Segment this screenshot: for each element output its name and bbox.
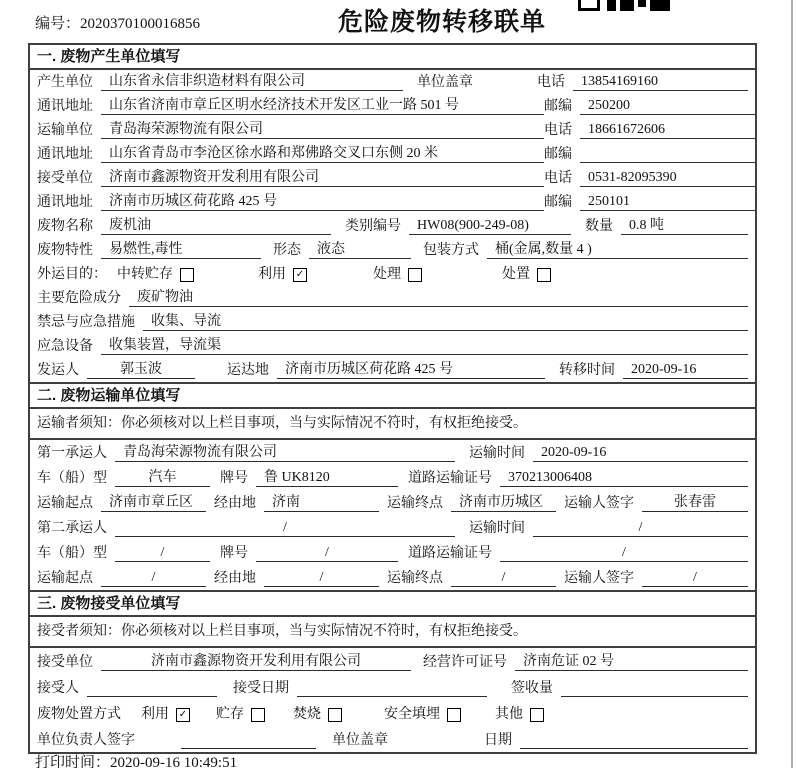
shipper-label: 发运人 <box>37 363 79 378</box>
vehicle-type-label: 车（船）型 <box>37 546 107 561</box>
qr-block <box>578 0 600 11</box>
responsible-signature-value <box>181 732 316 749</box>
treat-checkbox <box>408 268 422 282</box>
transport-unit-value: 青岛海荣源物流有限公司 <box>101 118 544 139</box>
hazard-component-row <box>30 286 755 310</box>
waste-name-value: 废机油 <box>101 214 331 235</box>
landfill-checkbox <box>447 708 461 722</box>
option-treat-label: 处理 <box>373 267 401 282</box>
transport-time-value: 2020-09-16 <box>533 445 748 462</box>
serial-number: 2020370100016856 <box>80 16 201 32</box>
serial-label: 编号： <box>35 16 81 32</box>
transporter-notice: 运输者须知：你必须核对以上栏目事项，当与实际情况不符时，有权拒绝接受。 <box>30 409 755 440</box>
via-label: 经由地 <box>214 571 256 586</box>
dispose-checkbox <box>537 268 551 282</box>
route-start-value: 济南市章丘区 <box>101 491 206 512</box>
receive-unit-value: 济南市鑫源物资开发利用有限公司 <box>101 166 544 187</box>
taboo-measures-value: 收集、导流 <box>143 310 748 331</box>
qr-code-fragment <box>578 0 670 11</box>
zip-label: 邮编 <box>544 147 572 162</box>
category-code-label: 类别编号 <box>345 219 401 234</box>
via-label: 经由地 <box>214 496 256 511</box>
via2-value: / <box>264 570 379 587</box>
emergency-equipment-row <box>30 334 755 358</box>
second-carrier-value: / <box>115 520 455 537</box>
shipper-value: 郭玉波 <box>87 358 195 379</box>
print-time-label: 打印时间： <box>35 755 111 768</box>
store-checkbox <box>251 708 265 722</box>
via-value: 济南 <box>264 491 379 512</box>
receive-unit-label: 接受单位 <box>37 171 93 186</box>
transfer-time-value: 2020-09-16 <box>623 362 748 379</box>
vehicle2-row <box>30 540 755 565</box>
transport-unit-row <box>30 118 755 142</box>
produce-address-value: 山东省济南市章丘区明水经济技术开发区工业一路 501 号 <box>101 94 544 115</box>
route-end-label: 运输终点 <box>387 496 443 511</box>
route-end-value: 济南市历城区 <box>451 491 556 512</box>
receive-address-value: 济南市历城区荷花路 425 号 <box>101 190 544 211</box>
road-permit-value: 370213006408 <box>500 470 748 487</box>
route1-row <box>30 490 755 515</box>
license-label: 经营许可证号 <box>423 655 507 670</box>
unit-stamp-label: 单位盖章 <box>417 75 473 90</box>
print-time-value: 2020-09-16 10:49:51 <box>110 755 238 768</box>
vehicle-type-value: 汽车 <box>115 466 210 487</box>
produce-phone-value: 13854169160 <box>573 74 748 91</box>
option-incinerate-label: 焚烧 <box>293 707 321 722</box>
category-code-value: HW08(900-249-08) <box>409 218 571 235</box>
transfer-time-label: 转移时间 <box>559 363 615 378</box>
utilize-checkbox: ✓ <box>293 268 307 282</box>
second-carrier-row <box>30 515 755 540</box>
receive-unit-row <box>30 166 755 190</box>
disposal-method-row <box>30 700 755 726</box>
waste-property-value: 易燃性,毒性 <box>101 238 261 259</box>
transport-time-label: 运输时间 <box>469 521 525 536</box>
produce-zip-value: 250200 <box>580 98 755 115</box>
option-store-label: 贮存 <box>216 707 244 722</box>
form-state-value: 液态 <box>309 238 411 259</box>
plate-label: 牌号 <box>220 471 248 486</box>
zip-label: 邮编 <box>544 195 572 210</box>
hazard-component-value: 废矿物油 <box>129 286 748 307</box>
transport-unit-label: 运输单位 <box>37 123 93 138</box>
carrier-signature-value: 张春雷 <box>642 491 748 512</box>
option-transfer-storage-label: 中转贮存 <box>117 267 173 282</box>
produce-unit-row <box>30 70 755 94</box>
address-label: 通讯地址 <box>37 99 93 114</box>
route-start-label: 运输起点 <box>37 571 93 586</box>
section1-header: 一. 废物产生单位填写 <box>30 45 755 70</box>
option-utilize-label: 利用 <box>141 707 169 722</box>
plate-label: 牌号 <box>220 546 248 561</box>
vehicle-type2-value: / <box>115 545 210 562</box>
receive-phone-value: 0531-82095390 <box>580 170 755 187</box>
first-carrier-row <box>30 440 755 465</box>
receiver-unit-label: 接受单位 <box>37 655 93 670</box>
plate2-value: / <box>256 545 398 562</box>
date-value <box>520 732 748 749</box>
emergency-equipment-value: 收集装置，导流渠 <box>101 334 748 355</box>
transfer-storage-checkbox <box>180 268 194 282</box>
receiver-person-label: 接受人 <box>37 681 79 696</box>
responsible-signature-row <box>30 726 755 752</box>
produce-unit-label: 产生单位 <box>37 75 93 90</box>
option-landfill-label: 安全填埋 <box>384 707 440 722</box>
road-permit-label: 道路运输证号 <box>408 546 492 561</box>
qr-block <box>607 0 616 11</box>
route-start-label: 运输起点 <box>37 496 93 511</box>
packaging-value: 桶(金属,数量 4 ) <box>487 238 748 259</box>
section2-header: 二. 废物运输单位填写 <box>30 382 755 409</box>
received-quantity-value <box>561 680 748 697</box>
utilize-checkbox: ✓ <box>176 708 190 722</box>
road-permit-label: 道路运输证号 <box>408 471 492 486</box>
waste-name-row <box>30 214 755 238</box>
phone-label: 电话 <box>537 75 565 90</box>
waste-property-row <box>30 238 755 262</box>
taboo-measures-row <box>30 310 755 334</box>
qr-block <box>638 0 646 7</box>
transport-phone-value: 18661672606 <box>580 122 755 139</box>
second-carrier-label: 第二承运人 <box>37 521 107 536</box>
address-label: 通讯地址 <box>37 195 93 210</box>
transport-zip-value <box>580 146 755 163</box>
route2-row <box>30 565 755 590</box>
unit-stamp-label: 单位盖章 <box>332 733 388 748</box>
phone-label: 电话 <box>544 171 572 186</box>
transport-time-label: 运输时间 <box>469 446 525 461</box>
section2-body <box>30 440 755 590</box>
destination-label: 运达地 <box>227 363 269 378</box>
option-other-label: 其他 <box>495 707 523 722</box>
page-title: 危险废物转移联单 <box>337 8 546 36</box>
option-utilize-label: 利用 <box>258 267 286 282</box>
receiver-unit-value: 济南市鑫源物资开发利用有限公司 <box>101 650 411 671</box>
section3-body <box>30 648 755 752</box>
vehicle1-row <box>30 465 755 490</box>
disposal-method-label: 废物处置方式 <box>37 707 121 722</box>
packaging-label: 包装方式 <box>423 243 479 258</box>
first-carrier-label: 第一承运人 <box>37 446 107 461</box>
qr-block <box>650 0 670 11</box>
carrier-signature-label: 运输人签字 <box>564 496 634 511</box>
carrier-signature2-value: / <box>642 570 748 587</box>
other-checkbox <box>530 708 544 722</box>
receiver-notice: 接受者须知：你必须核对以上栏目事项，当与实际情况不符时，有权拒绝接受。 <box>30 617 755 648</box>
route-end2-value: / <box>451 570 556 587</box>
first-carrier-value: 青岛海荣源物流有限公司 <box>115 441 455 462</box>
section3-header: 三. 废物接受单位填写 <box>30 590 755 617</box>
vehicle-type-label: 车（船）型 <box>37 471 107 486</box>
quantity-label: 数量 <box>585 219 613 234</box>
section1-body <box>30 70 755 382</box>
quantity-value: 0.8 吨 <box>621 214 748 235</box>
license-value: 济南危证 02 号 <box>515 650 748 671</box>
receive-date-value <box>297 680 487 697</box>
waste-property-label: 废物特性 <box>37 243 93 258</box>
waste-name-label: 废物名称 <box>37 219 93 234</box>
produce-address-row <box>30 94 755 118</box>
purpose-row <box>30 262 755 286</box>
receive-address-row <box>30 190 755 214</box>
carrier-signature-label: 运输人签字 <box>564 571 634 586</box>
phone-label: 电话 <box>544 123 572 138</box>
produce-unit-value: 山东省永信非织造材料有限公司 <box>101 70 403 91</box>
address-label: 通讯地址 <box>37 147 93 162</box>
print-time-line <box>35 751 237 768</box>
shipper-row <box>30 358 755 382</box>
responsible-signature-label: 单位负责人签字 <box>37 733 135 748</box>
route-start2-value: / <box>101 570 206 587</box>
receive-date-label: 接受日期 <box>233 681 289 696</box>
transport-address-row <box>30 142 755 166</box>
purpose-label: 外运目的： <box>37 267 107 282</box>
received-quantity-label: 签收量 <box>511 681 553 696</box>
transport-time2-value: / <box>533 520 748 537</box>
receiver-person-row <box>30 674 755 700</box>
receiver-unit-row <box>30 648 755 674</box>
page-edge-divider <box>791 0 793 768</box>
qr-block <box>620 0 634 11</box>
destination-value: 济南市历城区荷花路 425 号 <box>277 358 545 379</box>
hazard-component-label: 主要危险成分 <box>37 291 121 306</box>
route-end-label: 运输终点 <box>387 571 443 586</box>
receiver-person-value <box>87 680 217 697</box>
date-label: 日期 <box>484 733 512 748</box>
incinerate-checkbox <box>328 708 342 722</box>
form-table <box>28 43 757 754</box>
zip-label: 邮编 <box>544 99 572 114</box>
road-permit2-value: / <box>500 545 748 562</box>
receive-zip-value: 250101 <box>580 194 755 211</box>
emergency-equipment-label: 应急设备 <box>37 339 93 354</box>
transport-address-value: 山东省青岛市李沧区徐水路和郑佛路交叉口东侧 20 米 <box>101 142 544 163</box>
option-dispose-label: 处置 <box>502 267 530 282</box>
form-state-label: 形态 <box>273 243 301 258</box>
plate-value: 鲁 UK8120 <box>256 466 398 487</box>
taboo-measures-label: 禁忌与应急措施 <box>37 315 135 330</box>
